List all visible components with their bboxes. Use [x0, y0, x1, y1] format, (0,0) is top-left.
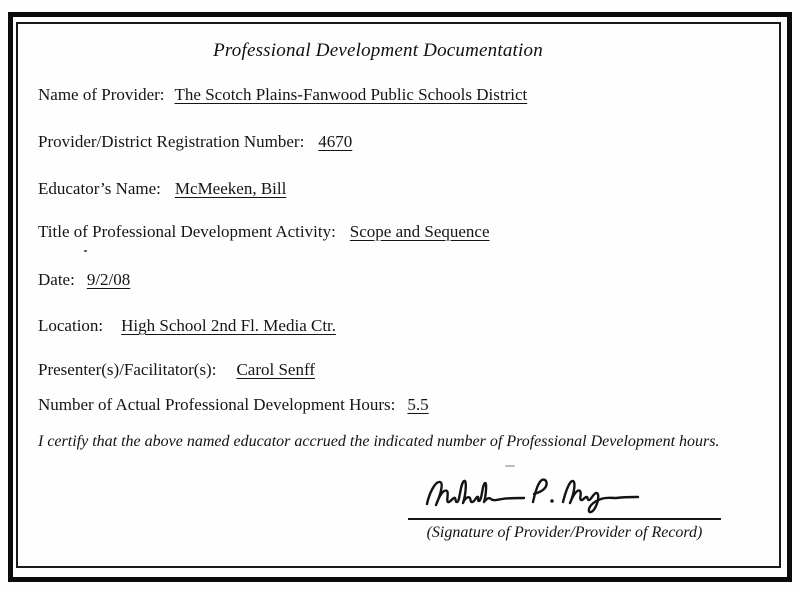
field-presenter-facilitator — [38, 359, 315, 381]
field-date — [38, 269, 130, 291]
field-value: Scope and Sequence — [349, 222, 490, 241]
scan-artifact-smudge — [505, 465, 515, 467]
field-activity-title — [38, 221, 490, 243]
field-label: Location: — [38, 316, 104, 335]
field-name-of-provider — [38, 84, 527, 106]
field-value: The Scotch Plains-Fanwood Public Schools District — [174, 85, 528, 104]
field-label: Number of Actual Professional Development Hours: — [38, 395, 396, 414]
field-value: 9/2/08 — [86, 270, 131, 289]
signature-caption: (Signature of Provider/Provider of Record) — [426, 524, 703, 541]
handwritten-signature — [412, 468, 644, 516]
field-label: Provider/District Registration Number: — [38, 132, 305, 151]
field-location — [38, 315, 336, 337]
field-value: High School 2nd Fl. Media Ctr. — [121, 316, 337, 335]
field-value: McMeeken, Bill — [174, 179, 287, 198]
field-value: 4670 — [318, 132, 353, 151]
field-value: Carol Senff — [236, 360, 315, 379]
field-registration-number — [38, 131, 352, 153]
field-label: Date: — [38, 270, 75, 289]
field-label: Presenter(s)/Facilitator(s): — [38, 360, 217, 379]
field-educator-name — [38, 178, 286, 200]
field-label: Educator’s Name: — [38, 179, 161, 198]
field-value: 5.5 — [407, 395, 429, 414]
field-label: Title of Professional Development Activity: — [38, 222, 336, 241]
field-pd-hours — [38, 394, 429, 416]
scan-artifact-dot — [84, 250, 87, 252]
certification-statement: I certify that the above named educator accrued the indicated number of Professional Development hours. — [38, 433, 720, 450]
signature-rule — [408, 518, 721, 520]
field-label: Name of Provider: — [38, 85, 165, 104]
document-title: Professional Development Documentation — [213, 40, 543, 61]
